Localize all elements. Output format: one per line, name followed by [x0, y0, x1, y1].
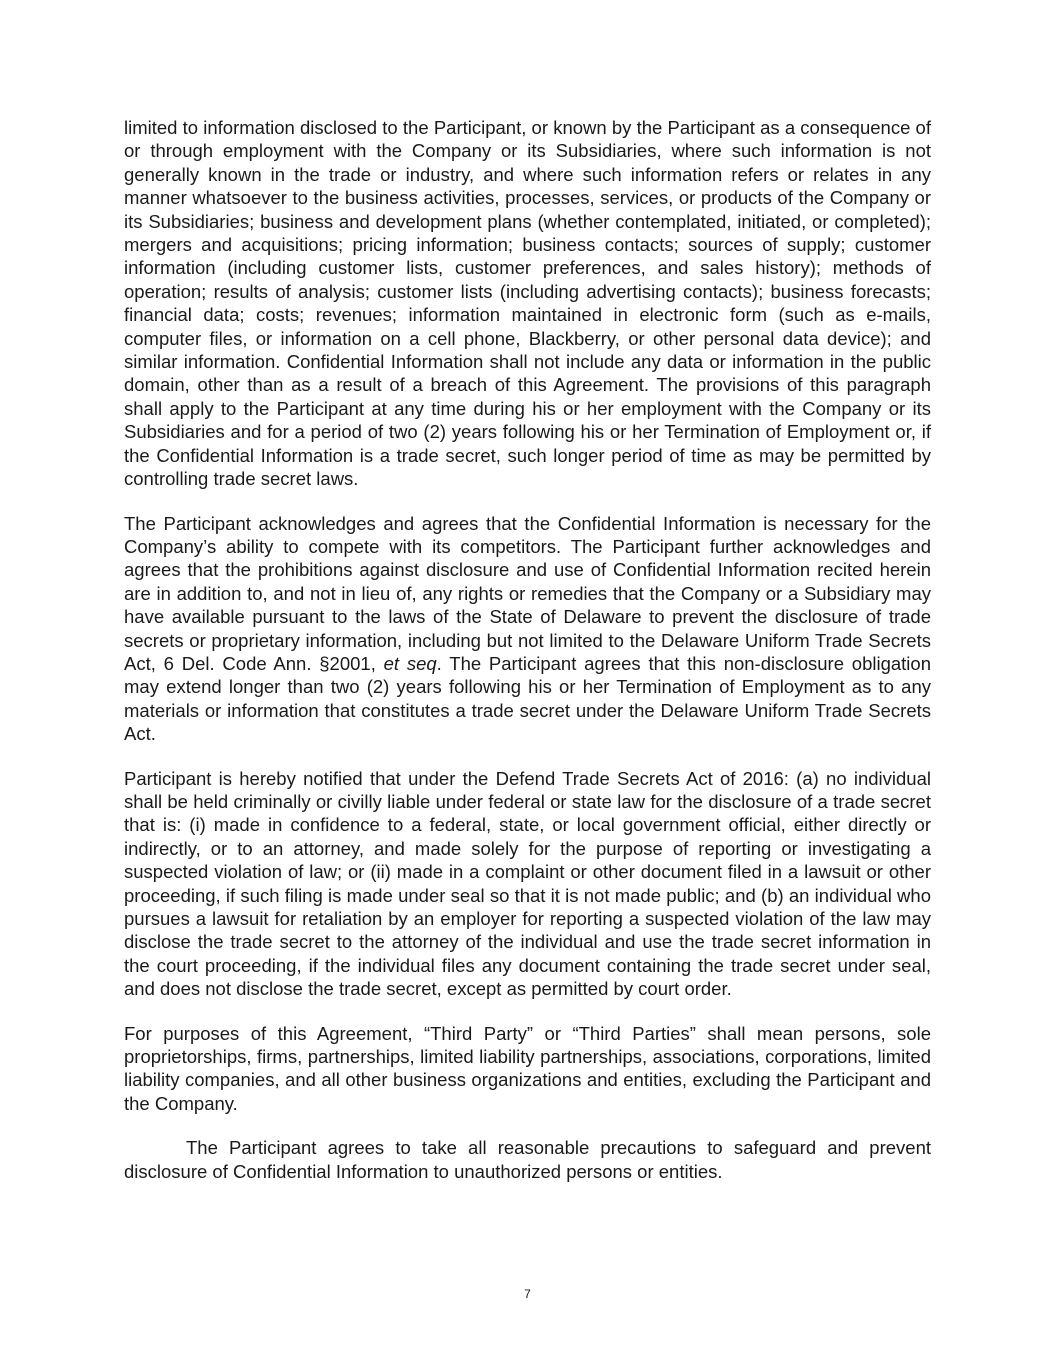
paragraph-third-party-definition: [124, 1022, 931, 1116]
paragraph-precautions: [124, 1136, 931, 1183]
citation-italic: et seq: [383, 652, 437, 674]
paragraph-acknowledgement: [124, 512, 931, 746]
page-number: 7: [524, 1287, 531, 1301]
document-body: [124, 116, 931, 1204]
paragraph-text: . The Participant agrees that this non-disclosure obligation may extend longer than two (2) years following his or her Termination of Employment as to any materials or information that constitutes a trade secret under the Delaware Uniform Trade Secrets Act.: [124, 652, 931, 745]
paragraph-confidential-information-definition: [124, 116, 931, 491]
paragraph-text: The Participant acknowledges and agrees that the Confidential Information is necessary for the Company’s ability to compete with its competitors. The Participant further acknowledges and agrees that the prohibitions against disclosure and use of Confidential Information recited herein are in addition to, and not in lieu of, any rights or remedies that the Company or a Subsidiary may have available pursuant to the laws of the State of Delaware to prevent the disclosure of trade secrets or proprietary information, including but not limited to the Delaware Uniform Trade Secrets Act, 6 Del. Code Ann. §2001,: [124, 512, 931, 674]
paragraph-defend-trade-secrets-notice: [124, 767, 931, 1001]
paragraph-text: For purposes of this Agreement, “Third Party” or “Third Parties” shall mean persons, sole proprietorships, firms, partnerships, limited liability partnerships, associations, corporations, limited liability companies, and all other business organizations and entities, excluding the Participant and the Company.: [124, 1022, 931, 1114]
paragraph-text: limited to information disclosed to the Participant, or known by the Participant as a consequence of or through employment with the Company or its Subsidiaries, where such information is not generally known in the trade or industry, and where such information refers or relates in any manner whatsoever to the business activities, processes, services, or products of the Company or its Subsidiaries; business and development plans (whether contemplated, initiated, or completed); mergers and acquisitions; pricing information; business contacts; sources of supply; customer information (including customer lists, customer preferences, and sales history); methods of operation; results of analysis; customer lists (including advertising contacts); business forecasts; financial data; costs; revenues; information maintained in electronic form (such as e-mails, computer files, or information on a cell phone, Blackberry, or other personal data device); and similar information. Confidential Information shall not include any data or information in the public domain, other than as a result of a breach of this Agreement. The provisions of this paragraph shall apply to the Participant at any time during his or her employment with the Company or its Subsidiaries and for a period of two (2) years following his or her Termination of Employment or, if the Confidential Information is a trade secret, such longer period of time as may be permitted by controlling trade secret laws.: [124, 117, 931, 490]
paragraph-text: The Participant agrees to take all reasonable precautions to safeguard and prevent disclosure of Confidential Information to unauthorized persons or entities.: [124, 1137, 931, 1182]
paragraph-text: Participant is hereby notified that under the Defend Trade Secrets Act of 2016: (a) no individual shall be held criminally or civilly liable under federal or state law for the disclosure of a trade secret that is: (i) made in confidence to a federal, state, or local government official, either directly or indirectly, or to an attorney, and made solely for the purpose of reporting or investigating a suspected violation of law; or (ii) made in a complaint or other document filed in a lawsuit or other proceeding, if such filing is made under seal so that it is not made public; and (b) an individual who pursues a lawsuit for retaliation by an employer for reporting a suspected violation of the law may disclose the trade secret to the attorney of the individual and use the trade secret information in the court proceeding, if the individual files any document containing the trade secret under seal, and does not disclose the trade secret, except as permitted by court order.: [124, 767, 931, 1000]
